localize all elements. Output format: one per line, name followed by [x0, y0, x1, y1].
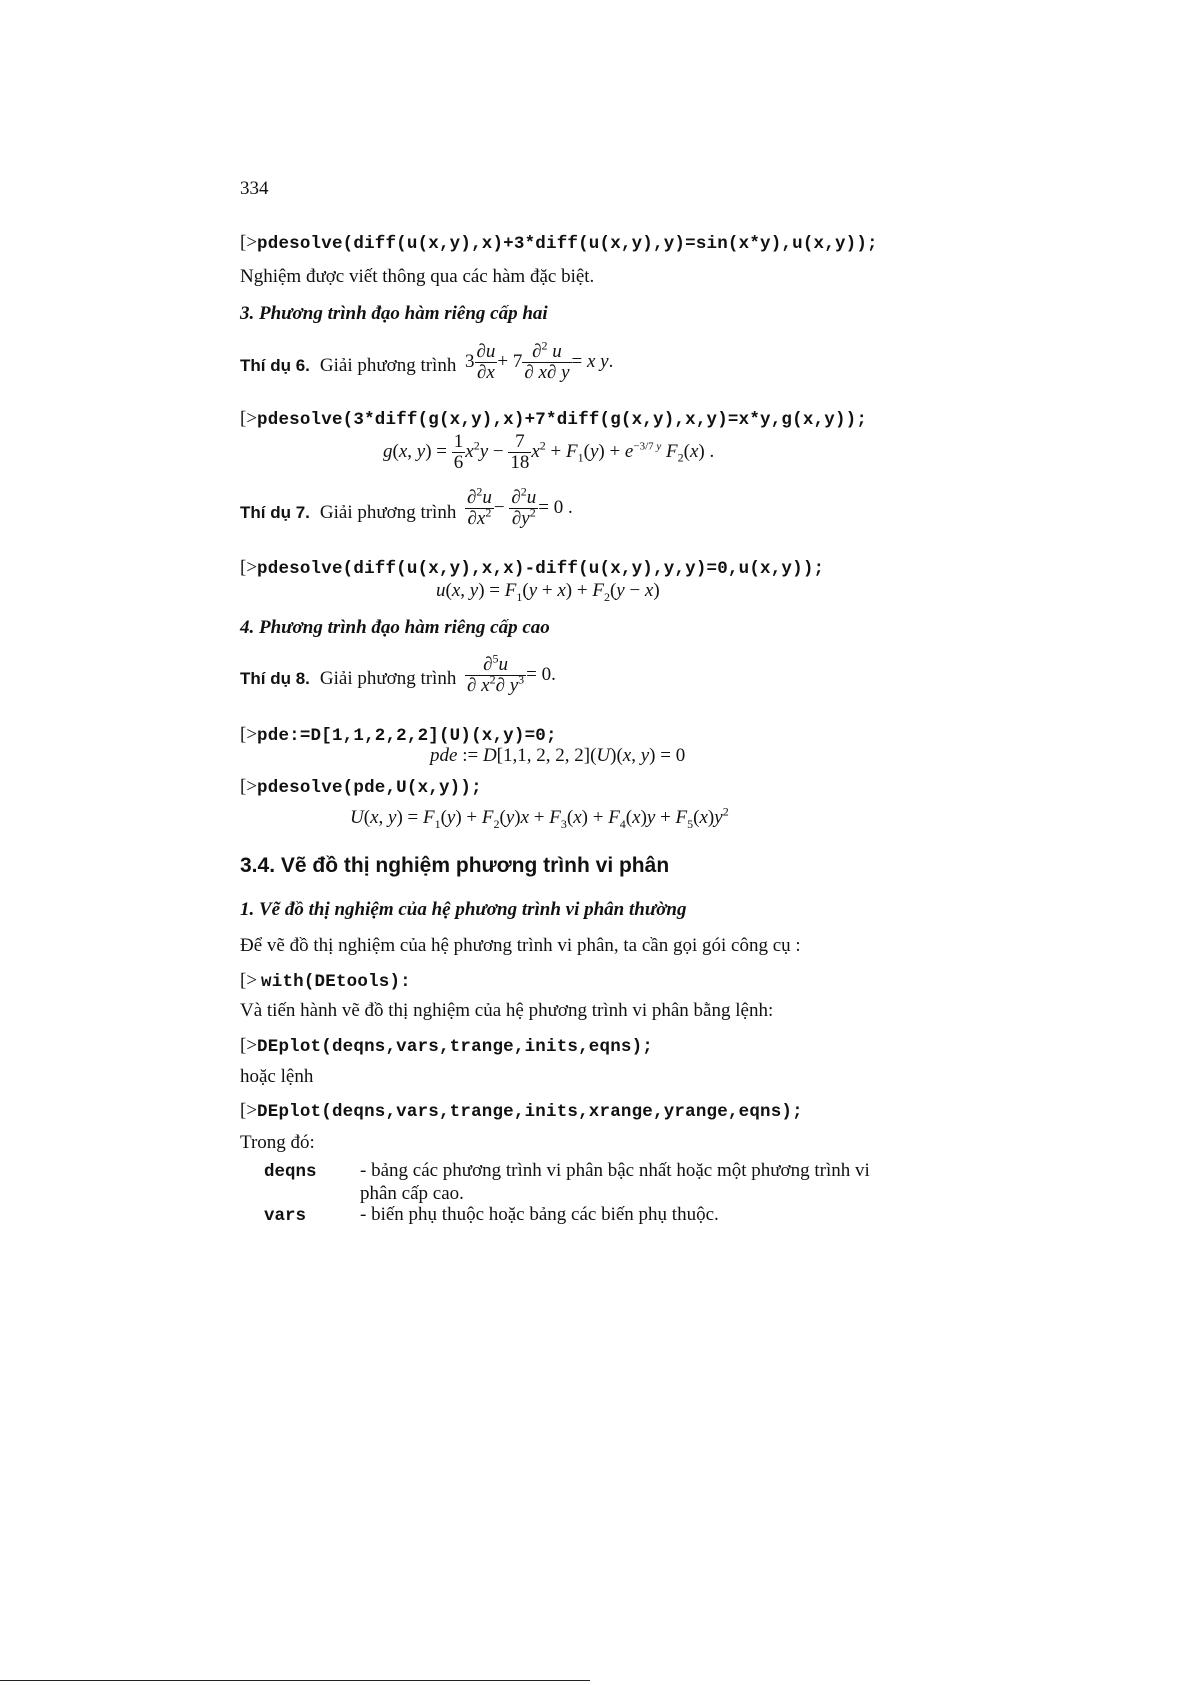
- example-label: Thí dụ 7.: [240, 503, 310, 522]
- solution-7: u(x, $y) = F_1(y + x) + F_2(y - x)$: [436, 580, 660, 604]
- code: pdesolve(diff(u(x,y),x)+3*diff(u(x,y),y)=sin(x*y),u(x,y));: [257, 234, 878, 254]
- definition-term: vars: [264, 1206, 307, 1226]
- maple-command-5: [240, 776, 482, 798]
- section-heading: 3.4. Vẽ đồ thị nghiệm phương trình vi phân: [240, 854, 670, 877]
- maple-command-6: [240, 970, 411, 992]
- subsection-heading: 4. Phương trình đạo hàm riêng cấp cao: [240, 617, 550, 638]
- maple-command-2: [240, 408, 867, 430]
- maple-command-4: [240, 724, 557, 746]
- paragraph: Và tiến hành vẽ đồ thị nghiệm của hệ phương trình vi phân bằng lệnh:: [240, 1000, 774, 1021]
- definition-term: deqns: [264, 1162, 317, 1182]
- definition-desc: - bảng các phương trình vi phân bậc nhất hoặc một phương trình vi: [360, 1160, 870, 1181]
- definition-desc-cont: phân cấp cao.: [360, 1183, 464, 1204]
- example-7: [240, 502, 456, 524]
- prompt: [>: [240, 232, 258, 253]
- equation-6: 3 $\frac{\partial u}{\partial x}$ + 7 $\frac{\partial^2 u}{\partial x\partial y}$ = x y.: [465, 338, 614, 383]
- prompt: [>: [240, 408, 258, 429]
- example-text: Giải phương trình: [319, 502, 457, 523]
- code: pde:=D[1,1,2,2,2](U)(x,y)=0;: [257, 726, 557, 746]
- code: pdesolve(diff(u(x,y),x,x)-diff(u(x,y),y,y)=0,u(x,y));: [257, 559, 825, 579]
- equation-8: $\frac{\partial^5u}{\partial x^2\partial y^3}$ = 0.: [467, 651, 556, 696]
- maple-command-8: [240, 1100, 803, 1122]
- prompt: [>: [240, 776, 258, 797]
- example-text: Giải phương trình: [319, 355, 457, 376]
- prompt: [>: [240, 1035, 258, 1056]
- definition-desc: - biến phụ thuộc hoặc bảng các biến phụ thuộc.: [360, 1204, 719, 1225]
- equation-7: $\frac{\partial^2u}{\partial x^2}$ − $\frac{\partial^2u}{\partial y^2}$ = 0 .: [467, 484, 573, 529]
- page-number: 334: [240, 178, 269, 199]
- example-text: Giải phương trình: [319, 668, 457, 689]
- example-label: Thí dụ 8.: [240, 669, 310, 688]
- paragraph: hoặc lệnh: [240, 1066, 314, 1087]
- code: with(DEtools):: [261, 972, 411, 992]
- maple-command-3: [240, 557, 824, 579]
- code: pdesolve(3*diff(g(x,y),x)+7*diff(g(x,y),x,y)=x*y,g(x,y));: [257, 410, 868, 430]
- maple-command-7: [240, 1035, 653, 1057]
- subsection-heading: 1. Vẽ đồ thị nghiệm của hệ phương trình vi phân thường: [240, 899, 687, 920]
- prompt: [>: [240, 1100, 258, 1121]
- paragraph: Trong đó:: [240, 1132, 315, 1153]
- prompt: [>: [240, 724, 258, 745]
- paragraph: Nghiệm được viết thông qua các hàm đặc biệt.: [240, 266, 595, 287]
- prompt: [>: [240, 970, 258, 991]
- solution-6: g(x, y) = $\frac{1}{6}$ $x^2y$ − $\frac{7}{18}$ $x^2 + F_1(y) + e^{-3/7 y}$ $F_2(x)$ .: [383, 431, 715, 473]
- example-6: [240, 355, 456, 377]
- footer-rule: [0, 1680, 590, 1681]
- paragraph: Để vẽ đồ thị nghiệm của hệ phương trình vi phân, ta cần gọi gói công cụ :: [240, 935, 801, 956]
- solution-8: U(x, $y) = F_1(y) + F_2(y)x + F_3(x) + F_4(x)y + F_5(x)y^2$: [350, 804, 729, 831]
- code: pdesolve(pde,U(x,y));: [257, 778, 482, 798]
- subsection-heading: 3. Phương trình đạo hàm riêng cấp hai: [240, 303, 548, 324]
- code: DEplot(deqns,vars,trange,inits,eqns);: [257, 1037, 654, 1057]
- code: DEplot(deqns,vars,trange,inits,xrange,yrange,eqns);: [257, 1102, 803, 1122]
- output-pde: pde := D[1,1, 2, 2, 2](U)(x, y) = 0: [430, 745, 686, 766]
- maple-command-1: [240, 232, 878, 254]
- example-8: [240, 668, 456, 690]
- prompt: [>: [240, 557, 258, 578]
- example-label: Thí dụ 6.: [240, 356, 310, 375]
